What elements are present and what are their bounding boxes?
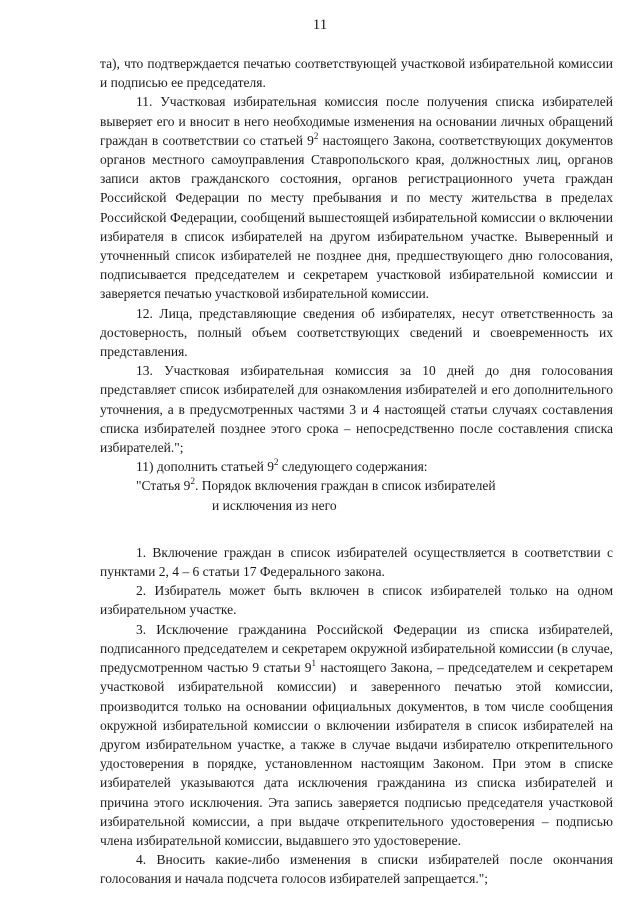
document-body	[100, 54, 613, 889]
article-title-text-b: . Порядок включения граждан в список избирателей	[194, 478, 496, 494]
article-point-3-text-b: настоящего Закона, – председателем и секретарем участковой избирательной комиссии) и заверенного печатью этой комиссии, производится только на основании официальных документов, в том числе сообщения окружной избирательной комиссии о включении избирателя в список избирателей на другом избирательном участке, а также в случае выдачи избирателю открепительного удостоверения в порядке, установленном настоящим Законом. При этом в списке избирателей указываются дата исключения гражданина из списка избирателей и причина этого исключения. Эта запись заверяется подписью председателя участковой избирательной комиссии, а при выдаче открепительного удостоверения – подписью члена избирательной комиссии, выдавшего это удостоверение.	[100, 660, 613, 848]
article-title	[100, 476, 613, 514]
paragraph-11-text-b: настоящего Закона, соответствующих документов органов местного самоуправления Ставропольского края, должностных лиц, органов записи актов гражданского состояния, органов регистрационного учета граждан Российской Федерации по месту пребывания и по месту жительства в пределах Российской Федерации, сообщений вышестоящей избирательной комиссии о включении избирателя в список избирателей на другом избирательном участке. Выверенный и уточненный список избирателей не позднее дня, предшествующего дню голосования, подписывается председателем и секретарем участковой избирательной комиссии и заверяется печатью участковой избирательной комиссии.	[100, 132, 613, 302]
article-point-3	[100, 620, 613, 850]
article-point-1: 1. Включение граждан в список избирателей осуществляется в соответствии с пунктами 2, 4 – 6 статьи 17 Федерального закона.	[100, 544, 613, 580]
paragraph-12: 12. Лица, представляющие сведения об избирателях, несут ответственность за достоверность, полный объем соответствующих сведений и своевременность их представления.	[100, 305, 613, 360]
article-point-4: 4. Вносить какие-либо изменения в списки избирателей после окончания голосования и начала подсчета голосов избирателей запрещается.";	[100, 852, 613, 887]
superscript: 2	[190, 476, 195, 487]
page-number: 11	[312, 17, 328, 33]
article-point-3-text-a: 3. Исключение гражданина Российской Федерации из списка избирателей, подписанного председателем и секретарем окружной избирательной комиссии (в случае, предусмотренном частью 9 статьи 9	[100, 621, 613, 676]
paragraph-13: 13. Участковая избирательная комиссия за 10 дней до дня голосования представляет список избирателей для ознакомления избирателей и его дополнительного уточнения, а в предусмотренных частями 3 и 4 настоящей статьи случаях составления списка избирателей позднее этого срока – непосредственно после составления списка избирателей.";	[100, 363, 613, 456]
amendment-item-11	[100, 457, 613, 476]
superscript: 1	[311, 658, 317, 669]
article-title-line-2: и исключения из него	[212, 497, 337, 513]
paragraph-11-text-a: 11. Участковая избирательная комиссия после получения списка избирателей выверяет его и вносит в него необходимые изменения на основании личных обращений граждан в соответствии со статьей 9	[100, 94, 613, 148]
superscript: 2	[313, 130, 319, 141]
superscript: 2	[274, 457, 279, 468]
article-title-text-a: "Статья 9	[136, 478, 191, 494]
amendment-item-text-a: 11) дополнить статьей 9	[136, 459, 274, 475]
paragraph-11	[100, 92, 613, 303]
paragraph-continuation: та), что подтверждается печатью соответствующей участковой избирательной комиссии и подписью ее председателя.	[100, 56, 613, 91]
article-point-2: 2. Избиратель может быть включен в список избирателей только на одном избирательном участке.	[100, 583, 613, 618]
amendment-item-text-b: следующего содержания:	[278, 459, 428, 475]
spacer	[100, 515, 613, 543]
